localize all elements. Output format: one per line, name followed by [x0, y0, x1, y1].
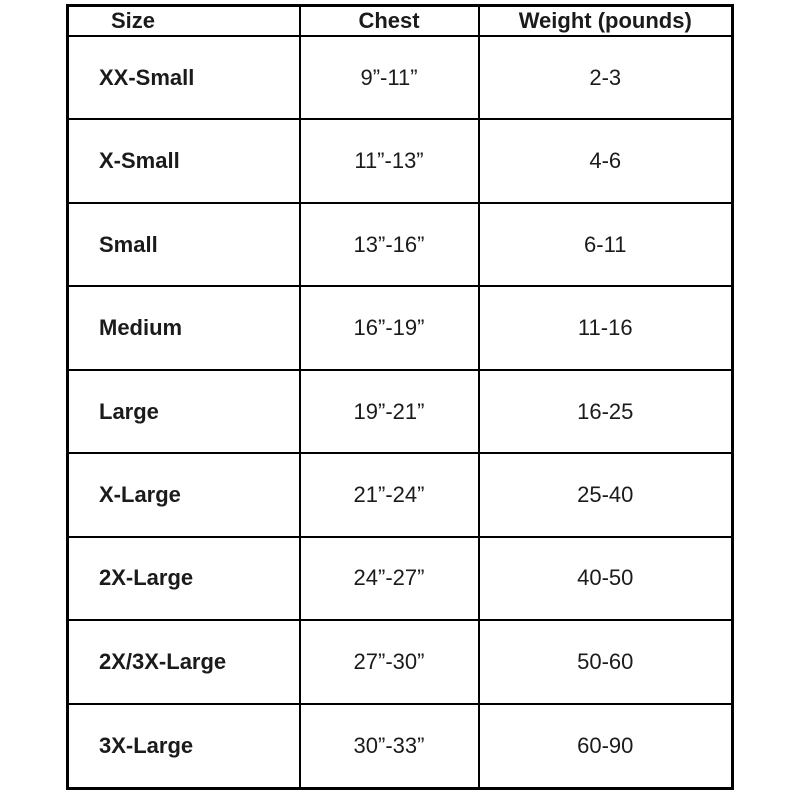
chest-cell: 11”-13” [300, 119, 479, 202]
chest-cell: 9”-11” [300, 36, 479, 119]
weight-cell: 11-16 [479, 286, 733, 369]
weight-cell: 40-50 [479, 537, 733, 620]
weight-cell: 50-60 [479, 620, 733, 703]
header-cell-weight: Weight (pounds) [479, 6, 733, 37]
size-cell: 2X/3X-Large [68, 620, 300, 703]
chest-cell: 21”-24” [300, 453, 479, 536]
size-cell: Small [68, 203, 300, 286]
header-cell-size: Size [68, 6, 300, 37]
table-row [68, 36, 733, 119]
table-row [68, 704, 733, 789]
size-cell: X-Large [68, 453, 300, 536]
table-row [68, 620, 733, 703]
size-cell: 3X-Large [68, 704, 300, 789]
chest-cell: 24”-27” [300, 537, 479, 620]
weight-cell: 16-25 [479, 370, 733, 453]
table-row [68, 119, 733, 202]
table-row [68, 203, 733, 286]
table-row [68, 537, 733, 620]
weight-cell: 6-11 [479, 203, 733, 286]
chest-cell: 13”-16” [300, 203, 479, 286]
chest-cell: 30”-33” [300, 704, 479, 789]
size-cell: Large [68, 370, 300, 453]
chest-cell: 19”-21” [300, 370, 479, 453]
size-cell: 2X-Large [68, 537, 300, 620]
weight-cell: 2-3 [479, 36, 733, 119]
size-cell: X-Small [68, 119, 300, 202]
table-header-row [68, 6, 733, 37]
chest-cell: 27”-30” [300, 620, 479, 703]
table-row [68, 453, 733, 536]
weight-cell: 25-40 [479, 453, 733, 536]
size-chart-table [66, 4, 734, 790]
table-row [68, 370, 733, 453]
size-cell: Medium [68, 286, 300, 369]
size-chart [66, 4, 734, 790]
weight-cell: 60-90 [479, 704, 733, 789]
table-row [68, 286, 733, 369]
weight-cell: 4-6 [479, 119, 733, 202]
chest-cell: 16”-19” [300, 286, 479, 369]
size-cell: XX-Small [68, 36, 300, 119]
header-cell-chest: Chest [300, 6, 479, 37]
